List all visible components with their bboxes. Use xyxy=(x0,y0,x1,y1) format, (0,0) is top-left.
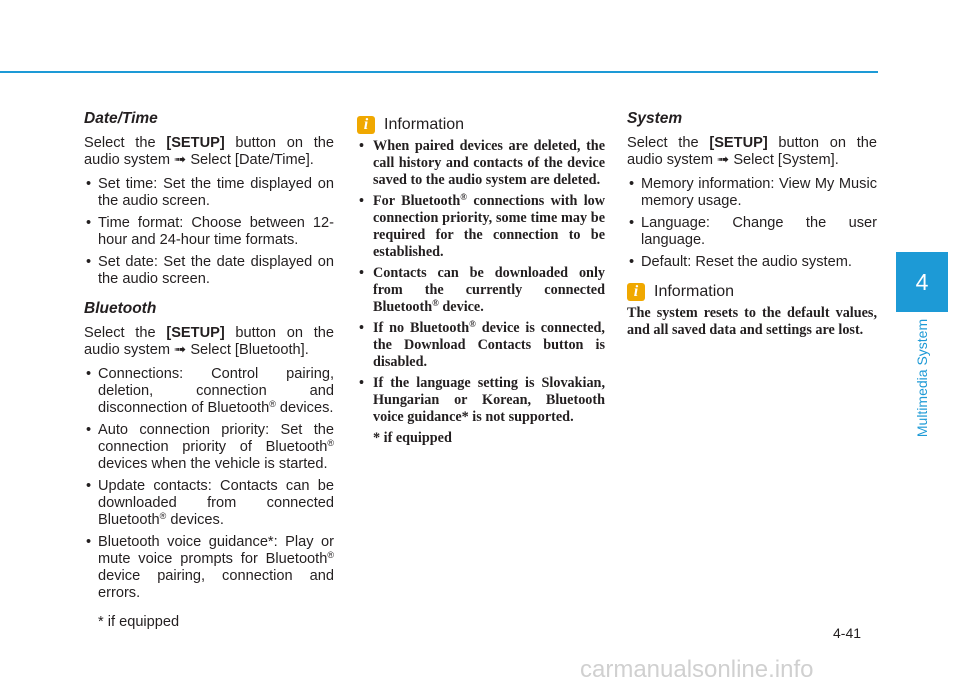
list-item: • Time format: Choose between 12-hour and 24-hour time formats. xyxy=(84,215,334,249)
watermark: carmanualsonline.info xyxy=(580,656,814,683)
information-list xyxy=(357,138,605,426)
information-title: Information xyxy=(654,283,735,300)
list-item: • If the language setting is Slovakian, Hungarian or Korean, Bluetooth voice guidance* is not supported. xyxy=(357,375,605,426)
list-item: • Contacts can be downloaded only from the currently connected Bluetooth® device. xyxy=(357,265,605,316)
chapter-tab: 4 xyxy=(896,252,948,312)
list-item: • When paired devices are deleted, the call history and contacts of the device saved to the audio system are deleted. xyxy=(357,138,605,189)
setup-button-label: [SETUP] xyxy=(166,135,225,151)
list-item: • If no Bluetooth® device is connected, the Download Contacts button is disabled. xyxy=(357,320,605,371)
footnote-equipped: * if equipped xyxy=(98,614,180,630)
chapter-label: Multimedia System xyxy=(914,318,930,438)
section-title-datetime: Date/Time xyxy=(84,110,158,127)
bluetooth-list xyxy=(84,366,334,602)
list-item: • Update contacts: Contacts can be downloaded from connected Bluetooth® devices. xyxy=(84,478,334,529)
information-text: The system resets to the default values, and all saved data and settings are lost. xyxy=(627,305,877,338)
system-intro: Select the [SETUP] button on the audio system ➟ Select [System]. xyxy=(627,135,877,168)
list-item: • Set time: Set the time displayed on the audio screen. xyxy=(84,176,334,210)
column-middle xyxy=(357,116,605,447)
list-item: • Bluetooth voice guidance*: Play or mute voice prompts for Bluetooth® device pairing, connection and errors. xyxy=(84,534,334,602)
info-icon: i xyxy=(627,283,645,301)
list-item: • For Bluetooth® connections with low connection priority, some time may be required for the connection to be established. xyxy=(357,193,605,261)
header-rule xyxy=(0,71,878,73)
column-left xyxy=(84,110,334,631)
datetime-list xyxy=(84,176,334,288)
list-item: • Set date: Set the date displayed on the audio screen. xyxy=(84,254,334,288)
information-header xyxy=(627,283,877,301)
column-right xyxy=(627,110,877,339)
datetime-intro: Select the [SETUP] button on the audio system ➟ Select [Date/Time]. xyxy=(84,135,334,168)
bluetooth-intro: Select the [SETUP] button on the audio system ➟ Select [Bluetooth]. xyxy=(84,325,334,358)
page-number: 4-41 xyxy=(833,625,862,641)
list-item: • Auto connection priority: Set the connection priority of Bluetooth® devices when the vehicle is started. xyxy=(84,422,334,473)
list-item: • Default: Reset the audio system. xyxy=(627,254,877,271)
setup-button-label: [SETUP] xyxy=(709,135,768,151)
list-item: • Memory information: View My Music memory usage. xyxy=(627,176,877,210)
setup-button-label: [SETUP] xyxy=(166,325,225,341)
system-list xyxy=(627,176,877,271)
section-title-system: System xyxy=(627,110,683,127)
section-title-bluetooth: Bluetooth xyxy=(84,300,157,317)
list-item: • Language: Change the user language. xyxy=(627,215,877,249)
list-item: • Connections: Control pairing, deletion, connection and disconnection of Bluetooth® devices. xyxy=(84,366,334,417)
information-header xyxy=(357,116,605,134)
information-title: Information xyxy=(384,116,465,133)
footnote-equipped: * if equipped xyxy=(373,430,452,446)
info-icon: i xyxy=(357,116,375,134)
